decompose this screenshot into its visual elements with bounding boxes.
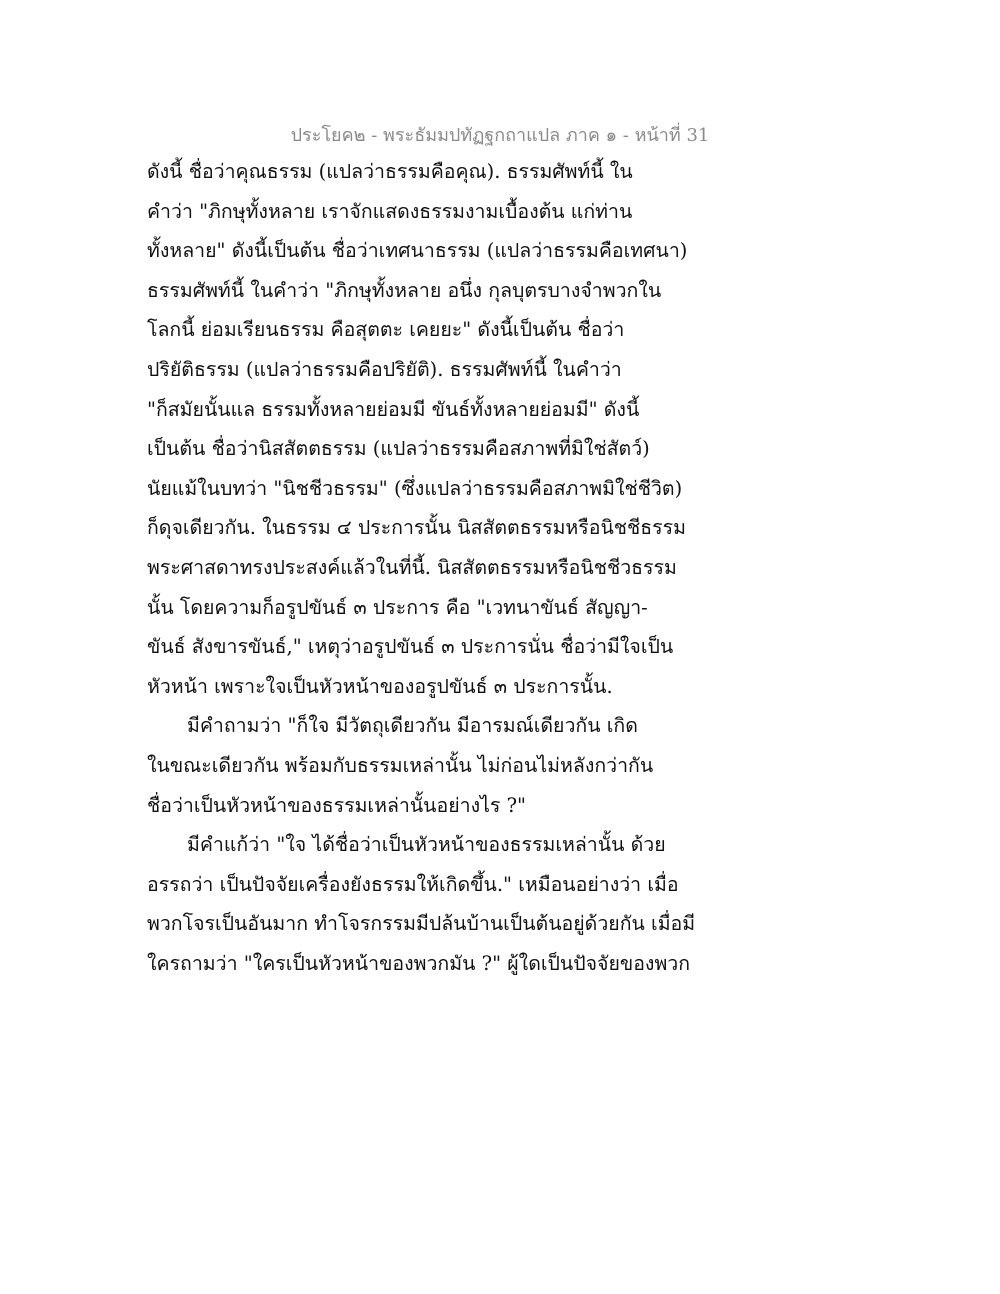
text-line: ทั้งหลาย" ดังนี้เป็นต้น ชื่อว่าเทศนาธรรม (แปลว่าธรรมคือเทศนา): [147, 239, 688, 263]
paragraph-start-line: มีคำถามว่า "ก็ใจ มีวัตถุเดียวกัน มีอารมณ์เดียวกัน เกิด: [187, 714, 638, 738]
text-line: คำว่า "ภิกษุทั้งหลาย เราจักแสดงธรรมงามเบื้องต้น แก่ท่าน: [147, 199, 633, 223]
text-line: เป็นต้น ชื่อว่านิสสัตตธรรม (แปลว่าธรรมคือสภาพที่มิใช่สัตว์): [147, 437, 650, 461]
text-line: นัยแม้ในบทว่า "นิชชีวธรรม" (ซึ่งแปลว่าธรรมคือสภาพมิใช่ชีวิต): [147, 476, 683, 500]
text-line: ชื่อว่าเป็นหัวหน้าของธรรมเหล่านั้นอย่างไร ?": [147, 793, 527, 817]
text-line: พวกโจรเป็นอันมาก ทำโจรกรรมมีปล้นบ้านเป็นต้นอยู่ด้วยกัน เมื่อมี: [147, 912, 696, 936]
text-line: ก็ดุจเดียวกัน. ในธรรม ๔ ประการนั้น นิสสัตตธรรมหรือนิชชีธรรม: [147, 516, 686, 540]
text-line: โลกนี้ ย่อมเรียนธรรม คือสุตตะ เคยยะ" ดังนี้เป็นต้น ชื่อว่า: [147, 318, 625, 342]
body-text: [147, 152, 707, 983]
text-line: "ก็สมัยนั้นแล ธรรมทั้งหลายย่อมมี ขันธ์ทั้งหลายย่อมมี" ดังนี้: [147, 397, 640, 421]
text-line: หัวหน้า เพราะใจเป็นหัวหน้าของอรูปขันธ์ ๓ ประการนั้น.: [147, 674, 613, 698]
text-line: พระศาสดาทรงประสงค์แล้วในที่นี้. นิสสัตตธรรมหรือนิชชีวธรรม: [147, 555, 677, 579]
text-line: ปริยัติธรรม (แปลว่าธรรมคือปริยัติ). ธรรมศัพท์นี้ ในคำว่า: [147, 357, 622, 381]
text-line: ใครถามว่า "ใครเป็นหัวหน้าของพวกมัน ?" ผู้ใดเป็นปัจจัยของพวก: [147, 951, 691, 975]
text-line: อรรถว่า เป็นปัจจัยเครื่องยังธรรมให้เกิดขึ้น." เหมือนอย่างว่า เมื่อ: [147, 872, 679, 896]
text-line: นั้น โดยความก็อรูปขันธ์ ๓ ประการ คือ "เวทนาขันธ์ สัญญา-: [147, 595, 648, 619]
text-line: ดังนี้ ชื่อว่าคุณธรรม (แปลว่าธรรมคือคุณ). ธรรมศัพท์นี้ ใน: [147, 160, 633, 183]
text-line: ขันธ์ สังขารขันธ์," เหตุว่าอรูปขันธ์ ๓ ประการนั่น ชื่อว่ามีใจเป็น: [147, 635, 674, 659]
paragraph-start-line: มีคำแก้ว่า "ใจ ได้ชื่อว่าเป็นหัวหน้าของธรรมเหล่านั้น ด้วย: [187, 833, 666, 857]
page-header-text: ประโยค๒ - พระธัมมปทัฏฐกถาแปล ภาค ๑ - หน้าที่ 31: [290, 125, 710, 146]
text-line: ในขณะเดียวกัน พร้อมกับธรรมเหล่านั้น ไม่ก่อนไม่หลังกว่ากัน: [147, 753, 654, 777]
text-line: ธรรมศัพท์นี้ ในคำว่า "ภิกษุทั้งหลาย อนึ่ง กุลบุตรบางจำพวกใน: [147, 278, 662, 302]
page-header: [0, 120, 1000, 149]
